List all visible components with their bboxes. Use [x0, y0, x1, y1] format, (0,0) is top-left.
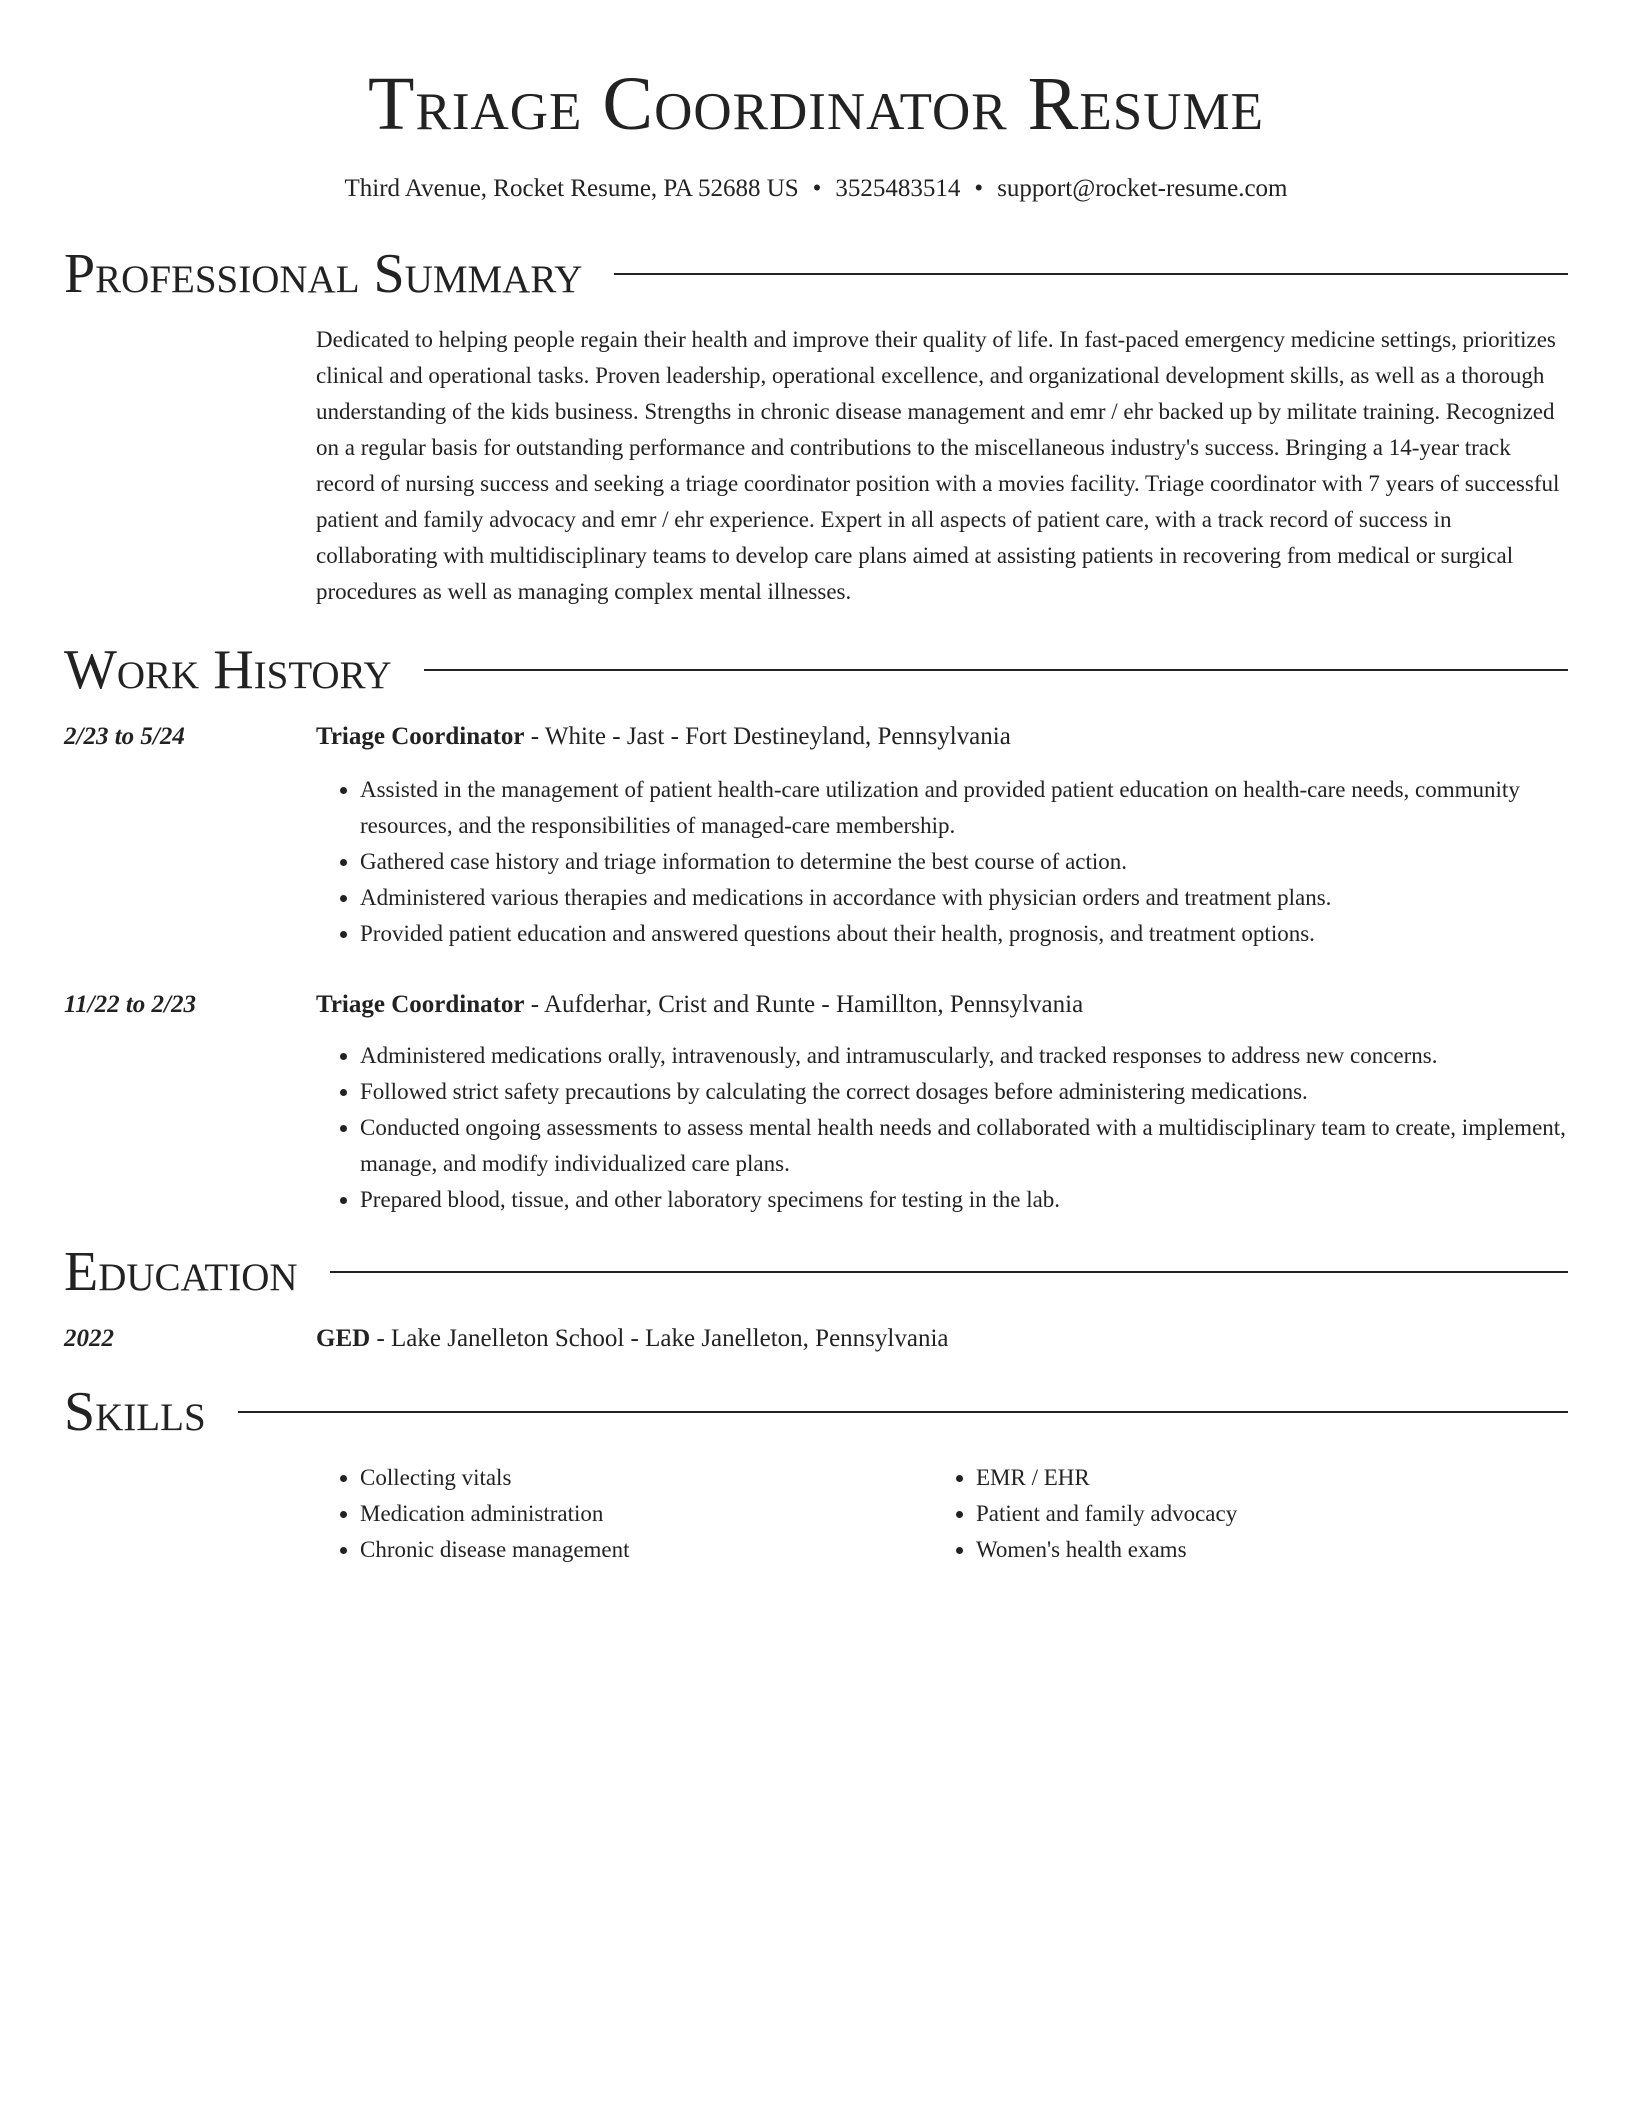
job-bullet: • Gathered case history and triage information to determine the best course of action. [360, 844, 1568, 880]
job-body [316, 988, 1568, 1218]
job-bullet: • Provided patient education and answered questions about their health, prognosis, and treatment options. [360, 916, 1568, 952]
summary-text: Dedicated to helping people regain their health and improve their quality of life. In fast-paced emergency medicine settings, prioritizes clinical and operational tasks. Proven leadership, operational excellence, and organizational development skills, as well as a thorough understanding of the kids business. Strengths in chronic disease management and emr / ehr backed up by militate training. Recognized on a regular basis for outstanding performance and contributions to the miscellaneous industry's success. Bringing a 14-year track record of nursing success and seeking a triage coordinator position with a movies facility. Triage coordinator with 7 years of successful patient and family advocacy and emr / ehr experience. Expert in all aspects of patient care, with a track record of success in collaborating with multidisciplinary teams to develop care plans aimed at assisting patients in recovering from medical or surgical procedures as well as managing complex mental illnesses. [316, 327, 1560, 604]
education-details: - Lake Janelleton School - Lake Janelleton, Pennsylvania [370, 1325, 949, 1352]
skill-item: • Women's health exams [976, 1532, 1548, 1568]
contact-line [64, 172, 1568, 206]
contact-phone: 3525483514 [835, 175, 961, 202]
job-bullet: • Administered various therapies and medications in accordance with physician orders and treatment plans. [360, 880, 1568, 916]
contact-address: Third Avenue, Rocket Resume, PA 52688 US [344, 175, 799, 202]
summary-heading: Professional Summary [64, 243, 583, 305]
education-heading-line [316, 1322, 1568, 1356]
job-dates: 2/23 to 5/24 [64, 723, 185, 750]
skills-column-left [316, 1460, 932, 1568]
job-bullet: • Conducted ongoing assessments to assess mental health needs and collaborated with a multidisciplinary team to create, implement, manage, and modify individualized care plans. [360, 1110, 1568, 1182]
section-divider [424, 669, 1568, 671]
skills-column-right [932, 1460, 1548, 1568]
job-entry [64, 988, 1568, 1218]
job-title: Triage Coordinator [316, 991, 525, 1018]
job-details: - White - Jast - Fort Destineyland, Pennsylvania [524, 723, 1011, 750]
job-bullets [316, 772, 1568, 952]
skill-item: • Chronic disease management [360, 1532, 932, 1568]
job-bullet: • Administered medications orally, intravenously, and intramuscularly, and tracked responses to address new concerns. [360, 1038, 1568, 1074]
education-section-header [64, 1240, 1568, 1304]
job-dates: 11/22 to 2/23 [64, 991, 196, 1018]
summary-body [316, 322, 1568, 610]
resume-title: Triage Coordinator Resume [368, 62, 1264, 146]
skill-item: • Patient and family advocacy [976, 1496, 1548, 1532]
work-section-header [64, 638, 1568, 702]
job-entry [64, 720, 1568, 952]
job-bullets [316, 1038, 1568, 1218]
job-heading [316, 720, 1568, 754]
section-divider [330, 1271, 1568, 1273]
skills-heading: Skills [64, 1381, 206, 1443]
skill-item: • Medication administration [360, 1496, 932, 1532]
skill-item: • Collecting vitals [360, 1460, 932, 1496]
job-heading [316, 988, 1568, 1022]
education-body [316, 1322, 1568, 1356]
education-entry [64, 1322, 1568, 1356]
skills-list [316, 1460, 1568, 1568]
work-heading: Work History [64, 639, 392, 701]
section-divider [238, 1411, 1568, 1413]
contact-separator: • [812, 175, 822, 202]
education-year: 2022 [64, 1325, 114, 1352]
education-heading: Education [64, 1241, 298, 1303]
job-body [316, 720, 1568, 952]
contact-email: support@rocket-resume.com [997, 175, 1288, 202]
skills-section-header [64, 1380, 1568, 1444]
job-bullet: • Assisted in the management of patient health-care utilization and provided patient education on health-care needs, community resources, and the responsibilities of managed-care membership. [360, 772, 1568, 844]
job-title: Triage Coordinator [316, 723, 525, 750]
skill-item: • EMR / EHR [976, 1460, 1548, 1496]
education-degree: GED [316, 1325, 371, 1352]
section-divider [614, 273, 1568, 275]
job-bullet: • Prepared blood, tissue, and other laboratory specimens for testing in the lab. [360, 1182, 1568, 1218]
job-bullet: • Followed strict safety precautions by calculating the correct dosages before administering medications. [360, 1074, 1568, 1110]
contact-separator: • [974, 175, 984, 202]
summary-section-header [64, 242, 1568, 306]
job-details: - Aufderhar, Crist and Runte - Hamillton, Pennsylvania [524, 991, 1084, 1018]
